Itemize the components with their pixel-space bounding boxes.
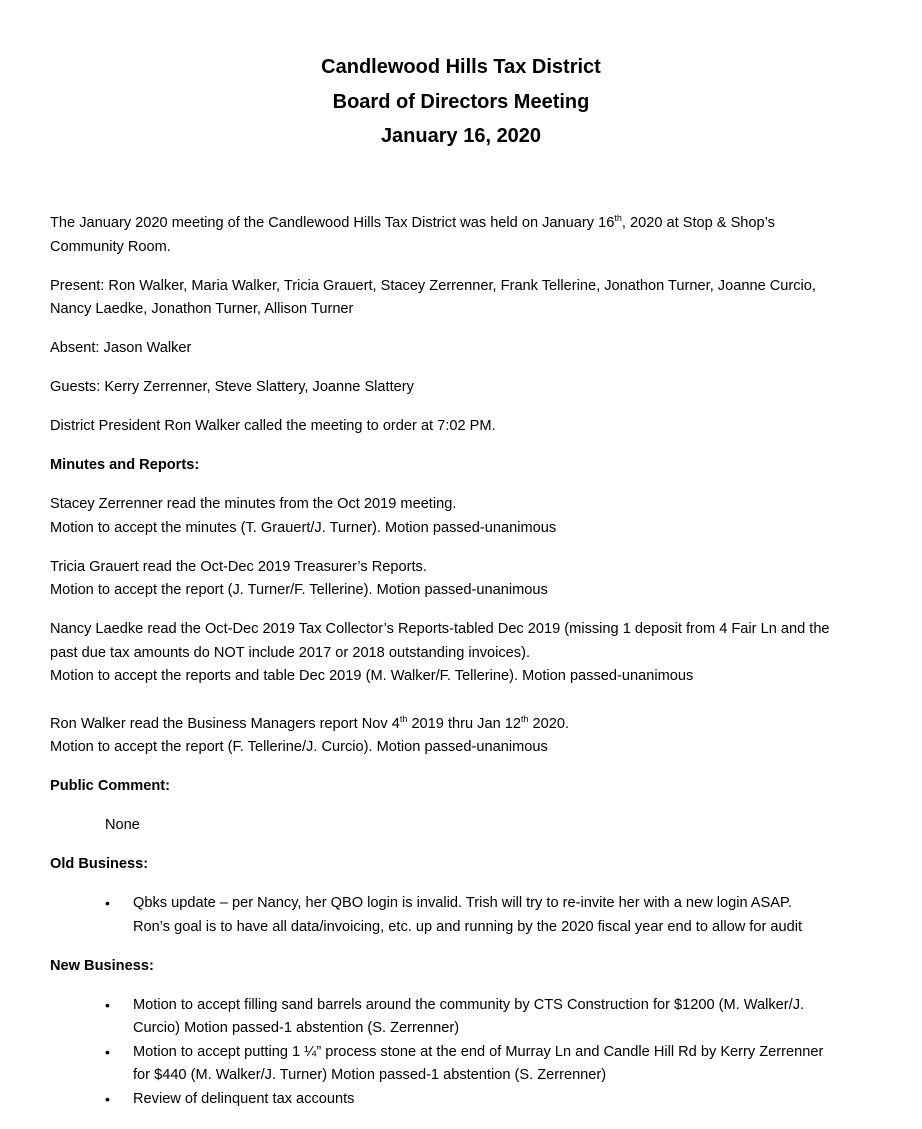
present-paragraph [50, 275, 880, 322]
intro-paragraph [50, 212, 880, 259]
meeting-title: Board of Directors Meeting [332, 90, 590, 113]
present-line-2: Nancy Laedke, Jonathon Turner, Allison Turner [50, 301, 354, 317]
list-item [50, 1041, 880, 1088]
list-item-line-1: Motion to accept filling sand barrels around the community by CTS Construction for $1200 (M. Walker/J. [133, 996, 805, 1013]
treasurer-paragraph [50, 556, 880, 603]
business-manager-line-2: Motion to accept the report (F. Tellerine/J. Curcio). Motion passed-unanimous [50, 739, 548, 755]
bullet-icon: • [105, 895, 110, 911]
minutes-line-2: Motion to accept the minutes (T. Grauert/J. Turner). Motion passed-unanimous [50, 519, 557, 536]
list-item-line-2: Curcio) Motion passed-1 abstention (S. Zerrenner) [133, 1020, 460, 1036]
list-item-line-1: Qbks update – per Nancy, her QBO login is invalid. Trish will try to re-invite her with a new login ASAP. [133, 895, 792, 911]
bullet-icon: • [105, 996, 110, 1013]
treasurer-line-2: Motion to accept the report (J. Turner/F. Tellerine). Motion passed-unanimous [50, 582, 548, 598]
tax-collector-line-2: past due tax amounts do NOT include 2017 or 2018 outstanding invoices). [50, 644, 531, 661]
list-item [50, 994, 880, 1041]
tax-collector-line-3: Motion to accept the reports and table Dec 2019 (M. Walker/F. Tellerine). Motion passed-unanimous [50, 668, 694, 684]
old-business-heading: Old Business: [50, 856, 149, 872]
public-comment-text: None [105, 817, 140, 833]
bullet-icon: • [105, 1090, 110, 1107]
list-item [50, 1088, 880, 1112]
intro-line-1: The January 2020 meeting of the Candlewood Hills Tax District was held on January 16th, 2020 at Stop & Shop’s [50, 213, 775, 231]
business-manager-paragraph [50, 713, 880, 760]
tax-collector-paragraph [50, 618, 880, 689]
present-line-1: Present: Ron Walker, Maria Walker, Tricia Grauert, Stacey Zerrenner, Frank Tellerine, Jonathon Turner, Joanne Curcio, [50, 277, 816, 294]
minutes-reports-heading: Minutes and Reports: [50, 457, 200, 473]
old-business-list [50, 892, 880, 939]
tax-collector-line-1: Nancy Laedke read the Oct-Dec 2019 Tax Collector’s Reports-tabled Dec 2019 (missing 1 deposit from 4 Fair Ln and the [50, 621, 830, 637]
list-item [50, 892, 880, 939]
bullet-icon: • [105, 1043, 110, 1060]
minutes-line-1: Stacey Zerrenner read the minutes from the Oct 2019 meeting. [50, 496, 457, 512]
list-item-line-1: Motion to accept putting 1 ¼” process stone at the end of Murray Ln and Candle Hill Rd by Kerry Zerrenner [133, 1043, 824, 1060]
minutes-paragraph [50, 493, 880, 540]
guests-paragraph: Guests: Kerry Zerrenner, Steve Slattery, Joanne Slattery [50, 379, 414, 395]
list-item-line-2: for $440 (M. Walker/J. Turner) Motion passed-1 abstention (S. Zerrenner) [133, 1067, 607, 1083]
absent-paragraph: Absent: Jason Walker [50, 340, 192, 356]
document-body [50, 212, 880, 1127]
district-title: Candlewood Hills Tax District [321, 56, 601, 78]
document-header [0, 50, 922, 154]
treasurer-line-1: Tricia Grauert read the Oct-Dec 2019 Treasurer’s Reports. [50, 558, 427, 575]
new-business-heading: New Business: [50, 957, 154, 974]
call-to-order-paragraph: District President Ron Walker called the meeting to order at 7:02 PM. [50, 418, 496, 434]
new-business-list [50, 994, 880, 1112]
meeting-date: January 16, 2020 [380, 125, 542, 147]
public-comment-heading: Public Comment: [50, 778, 170, 794]
intro-line-2: Community Room. [50, 238, 171, 255]
list-item-line-2: Ron’s goal is to have all data/invoicing, etc. up and running by the 2020 fiscal year end to allow for audit [133, 918, 803, 935]
business-manager-line-1: Ron Walker read the Business Managers report Nov 4th 2019 thru Jan 12th 2020. [50, 713, 570, 732]
list-item-line-1: Review of delinquent tax accounts [133, 1090, 355, 1107]
